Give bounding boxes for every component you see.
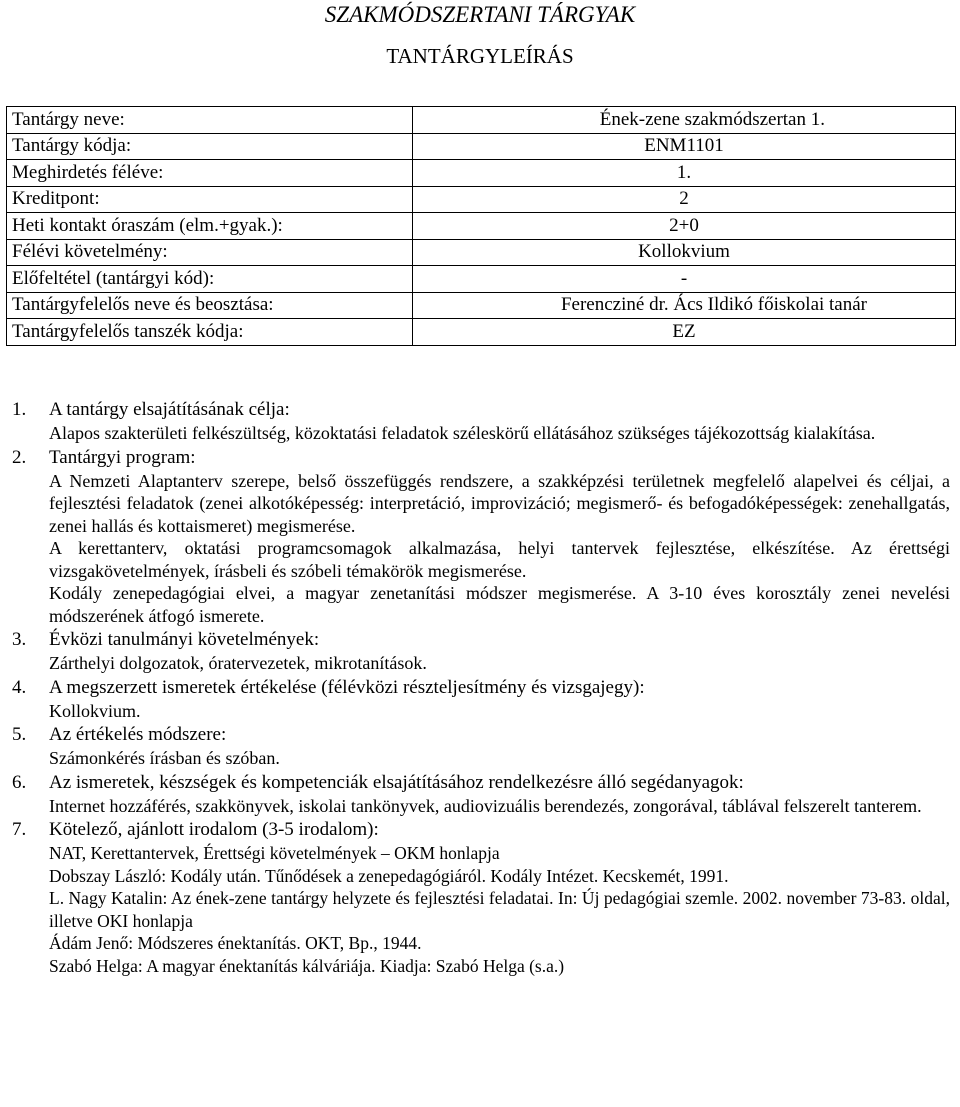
section-body (49, 795, 950, 818)
section-body (49, 747, 950, 770)
info-row (7, 319, 956, 346)
section-paragraph: Kollokvium. (49, 700, 141, 721)
info-label: Félévi követelmény: (7, 239, 413, 266)
info-value: 1. (413, 160, 956, 187)
info-row (7, 160, 956, 187)
section-heading (12, 675, 950, 700)
info-value: - (413, 266, 956, 293)
section-heading (12, 770, 950, 795)
course-sections (12, 397, 950, 977)
section (12, 722, 950, 770)
info-label: Tantárgyfelelős neve és beosztása: (7, 292, 413, 319)
section-body (49, 652, 950, 675)
section-number: 7. (12, 819, 27, 840)
section-number: 2. (12, 446, 27, 468)
section-paragraph: Zárthelyi dolgozatok, óratervezetek, mikrotanítások. (49, 653, 427, 673)
section-title: A megszerzett ismeretek értékelése (félévközi részteljesítmény és vizsgajegy): (49, 676, 645, 698)
section-paragraph: A Nemzeti Alaptanterv szerepe, belső összefüggés rendszere, a szakképzési területnek megfelelő alapelvei és céljai, a fejlesztési feladatok (zenei alkotóképesség: interpretáció, improvizáció; megismerő- és befogadóképességek: zenehallgatás, zenei hallás és kottaismeret) megismerése. (49, 470, 950, 536)
info-value: EZ (413, 319, 956, 346)
info-value: ENM1101 (413, 133, 956, 160)
info-value: 2+0 (413, 213, 956, 240)
document-subtitle: TANTÁRGYLEÍRÁS (386, 44, 574, 68)
document-title: SZAKMÓDSZERTANI TÁRGYAK (324, 2, 636, 27)
section-body (49, 422, 950, 445)
info-label: Tantárgyfelelős tanszék kódja: (7, 319, 413, 346)
literature-item: Dobszay László: Kodály után. Tűnődések a zenepedagógiáról. Kodály Intézet. Kecskemét, 1991. (49, 865, 729, 886)
section-heading (12, 722, 950, 747)
section-title: Tantárgyi program: (49, 446, 196, 468)
info-label: Tantárgy kódja: (7, 133, 413, 160)
section (12, 627, 950, 675)
section-body (49, 700, 950, 723)
section-title: Az értékelés módszere: (49, 724, 227, 745)
section-paragraph: A kerettanterv, oktatási programcsomagok alkalmazása, helyi tantervek fejlesztése, elkészítése. Az érettségi vizsgakövetelmények, írásbeli és szóbeli témakörök megismerése. (49, 538, 950, 581)
literature-item: Ádám Jenő: Módszeres énektanítás. OKT, Bp., 1944. (49, 933, 422, 953)
section-body (49, 842, 950, 977)
section (12, 817, 950, 977)
info-row (7, 186, 956, 213)
section-heading (12, 445, 950, 470)
literature-item: L. Nagy Katalin: Az ének-zene tantárgy helyzete és fejlesztési feladatai. In: Új pedagógiai szemle. 2002. november 73-83. oldal, illetve OKI honlapja (49, 888, 950, 931)
section-number: 6. (12, 771, 27, 793)
section-number: 3. (12, 629, 27, 650)
section-number: 4. (12, 676, 27, 698)
info-row (7, 292, 956, 319)
info-row (7, 239, 956, 266)
info-label: Meghirdetés féléve: (7, 160, 413, 187)
info-label: Előfeltétel (tantárgyi kód): (7, 266, 413, 293)
section-title: Évközi tanulmányi követelmények: (49, 629, 320, 650)
section-paragraph: Internet hozzáférés, szakkönyvek, iskolai tankönyvek, audiovizuális berendezés, zongorával, táblával felszerelt tanterem. (49, 795, 922, 816)
info-label: Heti kontakt óraszám (elm.+gyak.): (7, 213, 413, 240)
section-heading (12, 817, 950, 842)
section-paragraph: Számonkérés írásban és szóban. (49, 748, 280, 768)
info-label: Kreditpont: (7, 186, 413, 213)
section-title: A tantárgy elsajátításának célja: (49, 399, 290, 420)
literature-item: Szabó Helga: A magyar énektanítás kálváriája. Kiadja: Szabó Helga (s.a.) (49, 955, 565, 976)
section-number: 5. (12, 724, 27, 745)
info-label: Tantárgy neve: (7, 107, 413, 134)
info-value: Ferencziné dr. Ács Ildikó főiskolai tanár (413, 292, 956, 319)
section (12, 675, 950, 723)
section-heading (12, 397, 950, 422)
info-value: Kollokvium (413, 239, 956, 266)
section-paragraph: Kodály zenepedagógiai elvei, a magyar zenetanítási módszer megismerése. A 3-10 éves korosztály zenei nevelési módszerének átfogó ismerete. (49, 583, 950, 626)
section-title: Kötelező, ajánlott irodalom (3-5 irodalom): (49, 819, 379, 840)
section (12, 445, 950, 628)
section-paragraph: Alapos szakterületi felkészültség, közoktatási feladatok széleskörű ellátásához szükséges tájékozottság kialakítása. (49, 423, 876, 443)
info-value: Ének-zene szakmódszertan 1. (413, 107, 956, 134)
section-number: 1. (12, 399, 27, 420)
course-info-table (6, 106, 956, 346)
info-value: 2 (413, 186, 956, 213)
section (12, 397, 950, 445)
info-row (7, 107, 956, 134)
info-row (7, 133, 956, 160)
literature-item: NAT, Kerettantervek, Érettségi követelmények – OKM honlapja (49, 843, 500, 863)
section-title: Az ismeretek, készségek és kompetenciák elsajátításához rendelkezésre álló segédanyagok: (49, 771, 744, 793)
section-body (49, 470, 950, 628)
section-heading (12, 627, 950, 652)
info-row (7, 213, 956, 240)
section (12, 770, 950, 818)
info-row (7, 266, 956, 293)
